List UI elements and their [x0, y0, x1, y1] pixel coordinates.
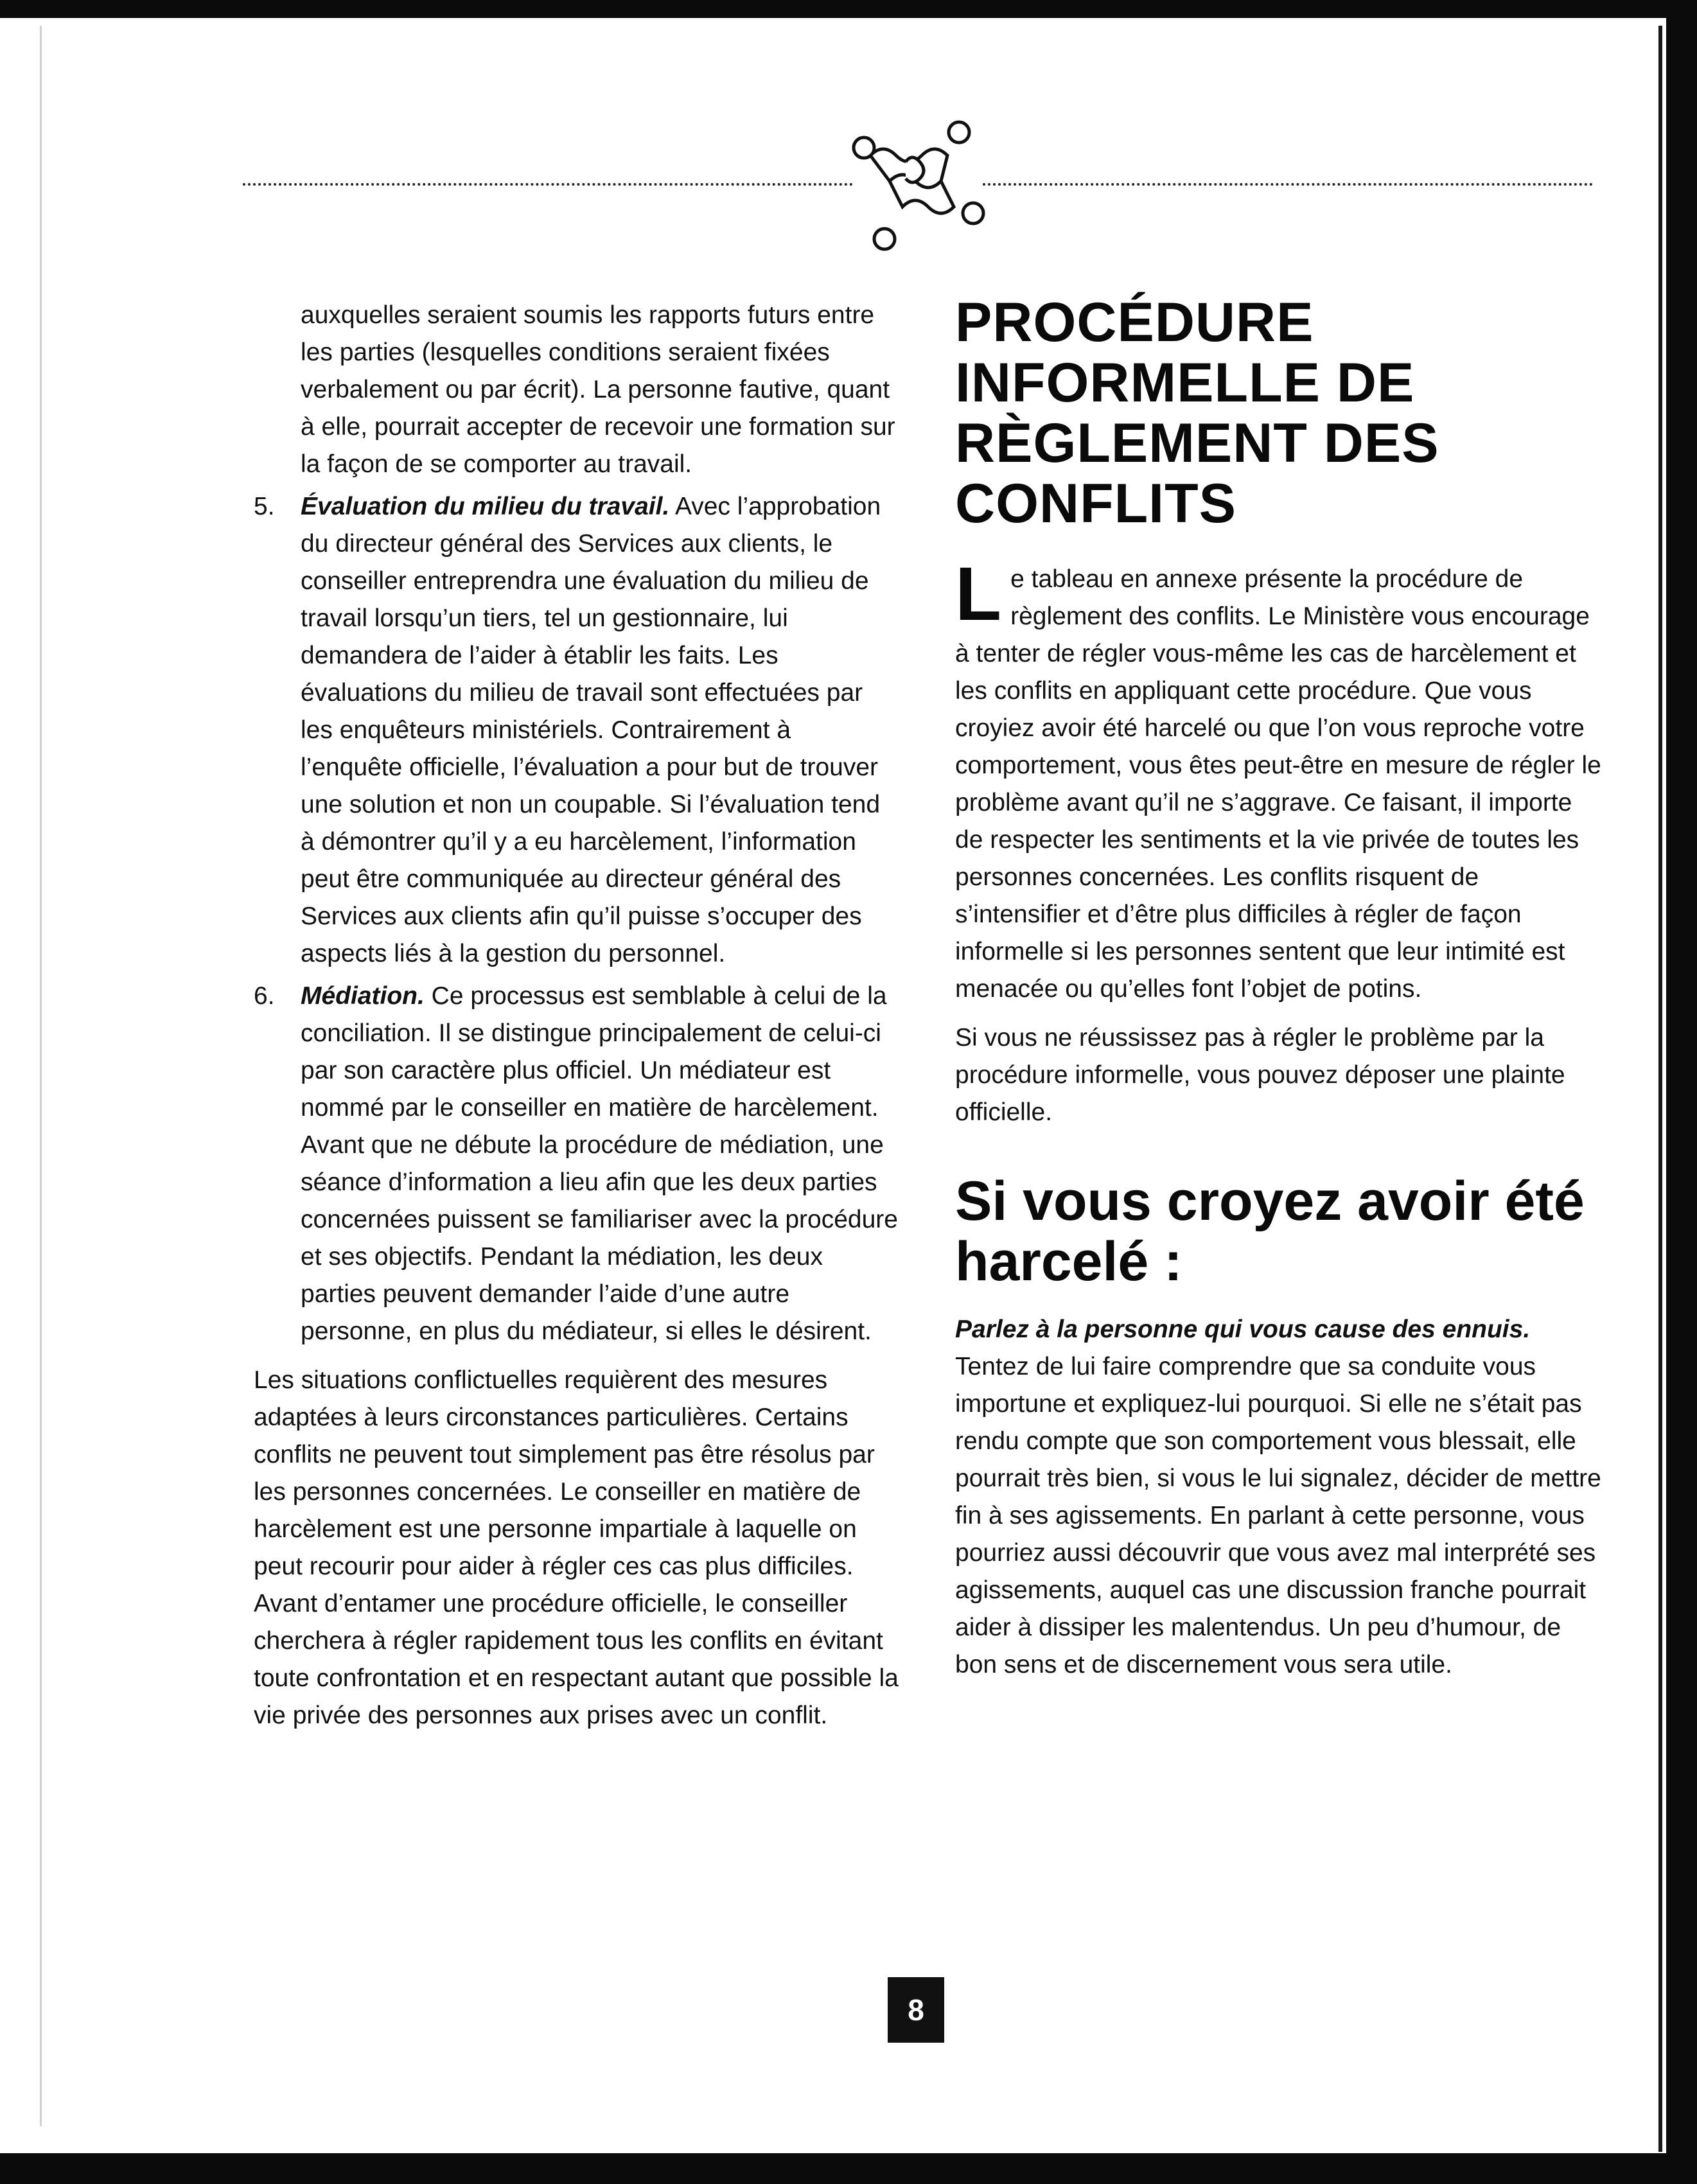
list-item-number: 5.	[254, 493, 275, 520]
scan-border-bottom	[0, 2153, 1697, 2184]
talk-to-person-paragraph	[955, 1311, 1604, 1684]
header-rule-right	[983, 183, 1593, 186]
drop-cap: L	[955, 552, 1002, 637]
list-item-6	[254, 978, 899, 1350]
page-number: 8	[888, 1977, 944, 2043]
paragraph-lead: Parlez à la personne qui vous cause des ennuis.	[955, 1316, 1531, 1343]
intro-paragraph	[955, 552, 1604, 1008]
list-item-number: 6.	[254, 982, 275, 1010]
scan-border-right-line	[1658, 26, 1662, 2152]
right-column	[955, 292, 1604, 1684]
closing-paragraph: Les situations conflictuelles requièrent des mesures adaptées à leurs circonstances particulières. Certains conflits ne peuvent tout simplement pas être résolus par les personnes concernées. Le conseiller en matière de harcèlement est une personne impartiale à laquelle on peut recourir pour aider à régler ces cas plus difficiles. Avant d’entamer une procédure officielle, le conseiller cherchera à régler rapidement tous les conflits en évitant toute confrontation et en respectant autant que possible la vie privée des personnes aux prises avec un conflit.	[254, 1366, 899, 1729]
list-item-text: Ce processus est semblable à celui de la conciliation. Il se distingue principalement de celui-ci par son caractère plus officiel. Un médiateur est nommé par le conseiller en matière de harcèlement. Avant que ne débute la procédure de médiation, une séance d’information a lieu afin que les deux parties concernées puissent se familiariser avec la procédure et ses objectifs. Pendant la médiation, les deux parties peuvent demander l’aide d’une autre personne, en plus du médiateur, si elles le désirent.	[301, 982, 898, 1345]
puzzle-pieces-icon	[845, 117, 992, 252]
list-item-text: Avec l’approbation du directeur général des Services aux clients, le conseiller entreprendra une évaluation du milieu de travail lorsqu’un tiers, tel un gestionnaire, lui demandera de l’aider à établir les faits. Les évaluations du milieu de travail sont effectuées par les enquêteurs ministériels. Contrairement à l’enquête officielle, l’évaluation a pour but de trouver une solution et non un coupable. Si l’évaluation tend à démontrer qu’il y a eu harcèlement, l’information peut être communiquée au directeur général des Services aux clients afin qu’il puisse s’occuper des aspects liés à la gestion du personnel.	[301, 493, 881, 967]
scan-border-right	[1666, 0, 1697, 2184]
left-column	[254, 297, 899, 1734]
section-heading-informal-procedure: PROCÉDURE INFORMELLE DE RÈGLEMENT DES CONFLITS	[955, 292, 1439, 534]
header-rule-left	[243, 183, 853, 186]
scan-border-left-line	[40, 26, 42, 2126]
paragraph-body: Tentez de lui faire comprendre que sa conduite vous importune et expliquez-lui pourquoi. Si elle ne s’était pas rendu compte que son comportement vous blessait, elle pourrait très bien, si vous le lui signalez, décider de mettre fin à ses agissements. En parlant à cette personne, vous pourriez aussi découvrir que vous avez mal interprété ses agissements, auquel cas une discussion franche pourrait aider à dissiper les malentendus. Un peu d’humour, de bon sens et de discernement vous sera utile.	[955, 1353, 1601, 1678]
intro-paragraph-text: e tableau en annexe présente la procédure de règlement des conflits. Le Ministère vous encourage à tenter de régler vous-même les cas de harcèlement et les conflits en appliquant cette procédure. Que vous croyiez avoir été harcelé ou que l’on vous reproche votre comportement, vous êtes peut-être en mesure de régler le problème avant qu’il ne s’aggrave. Ce faisant, il importe de respecter les sentiments et la vie privée de toutes les personnes concernées. Les conflits risquent de s’intensifier et d’être plus difficiles à régler de façon informelle si les personnes sentent que leur intimité est menacée ou qu’elles font l’objet de potins.	[955, 565, 1601, 1003]
scan-border-top	[0, 0, 1697, 18]
list-item-5	[254, 488, 899, 973]
list-item-title: Évaluation du milieu du travail.	[301, 493, 670, 520]
list-item-title: Médiation.	[301, 982, 425, 1010]
formal-complaint-paragraph: Si vous ne réussissez pas à régler le problème par la procédure informelle, vous pouvez déposer une plainte officielle.	[955, 1024, 1565, 1126]
continued-paragraph: auxquelles seraient soumis les rapports futurs entre les parties (lesquelles conditions seraient fixées verbalement ou par écrit). La personne fautive, quant à elle, pourrait accepter de recevoir une formation sur la façon de se comporter au travail.	[301, 301, 895, 478]
section-heading-harassed: Si vous croyez avoir été harcelé :	[955, 1170, 1585, 1292]
